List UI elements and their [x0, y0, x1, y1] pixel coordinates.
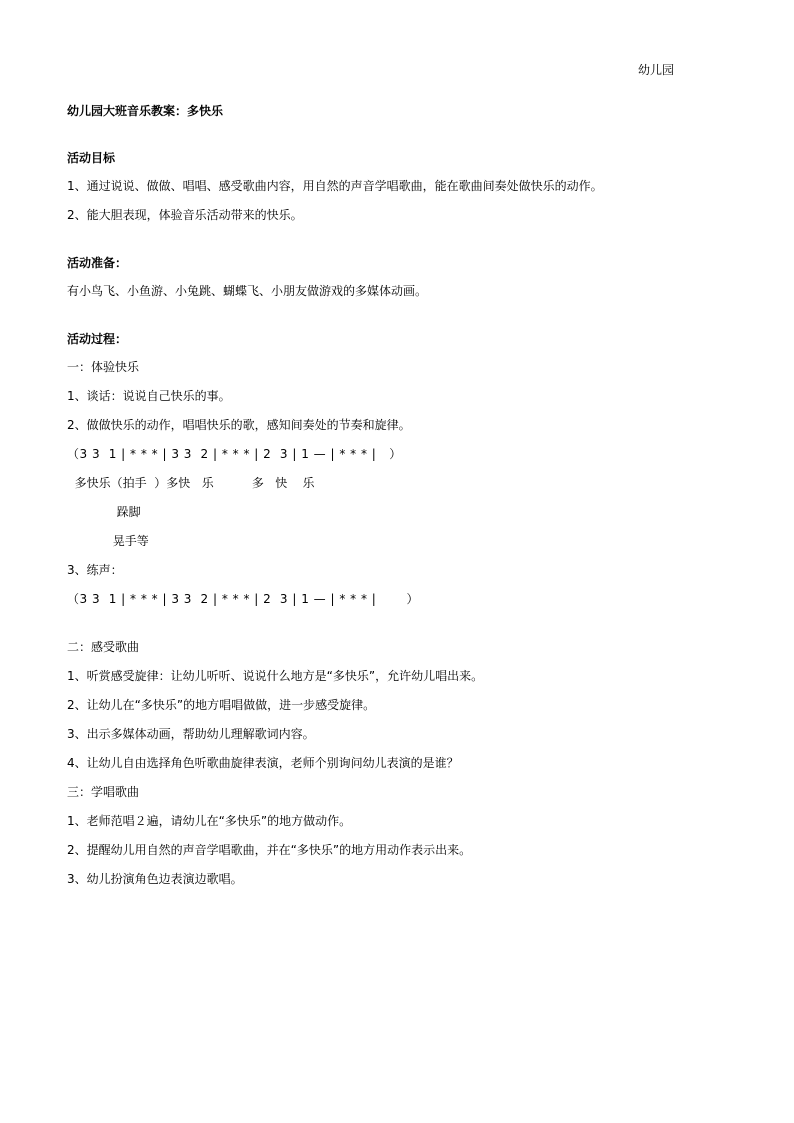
lyrics-line: 多快乐（拍手 ）多快 乐 多 快 乐 [67, 476, 315, 490]
part1-title: 一：体验快乐 [67, 360, 140, 374]
goals-heading: 活动目标 [67, 151, 116, 165]
lyrics-line: 晃手等 [67, 534, 149, 548]
process-item: 3、出示多媒体动画，帮助幼儿理解歌词内容。 [67, 727, 315, 741]
spacer [67, 311, 727, 330]
process-item: 2、做做快乐的动作，唱唱快乐的歌，感知间奏处的节奏和旋律。 [67, 418, 411, 432]
goal-item: 1、通过说说、做做、唱唱、感受歌曲内容，用自然的声音学唱歌曲，能在歌曲间奏处做快乐的动作。 [67, 179, 603, 193]
process-item: 2、让幼儿在“多快乐”的地方唱唱做做，进一步感受旋律。 [67, 698, 376, 712]
preparation-text: 有小鸟飞、小鱼游、小兔跳、蝴蝶飞、小朋友做游戏的多媒体动画。 [67, 284, 428, 298]
process-item: 3、幼儿扮演角色边表演边歌唱。 [67, 872, 243, 886]
process-heading: 活动过程： [67, 332, 128, 346]
spacer [67, 619, 727, 638]
document-body [67, 102, 727, 899]
music-notation: （3 3 1 | * * * | 3 3 2 | * * * | 2 3 | 1 — | * * * | ） [67, 447, 402, 461]
process-item: 3、练声： [67, 563, 123, 577]
music-notation: （3 3 1 | * * * | 3 3 2 | * * * | 2 3 | 1 — | * * * | ） [67, 592, 420, 606]
document-title: 幼儿园大班音乐教案：多快乐 [67, 104, 224, 118]
preparation-heading: 活动准备： [67, 256, 128, 270]
lyrics-line: 跺脚 [67, 505, 141, 519]
process-item: 1、谈话：说说自己快乐的事。 [67, 389, 231, 403]
part3-title: 三：学唱歌曲 [67, 785, 140, 799]
goal-item: 2、能大胆表现，体验音乐活动带来的快乐。 [67, 208, 303, 222]
process-item: 2、提醒幼儿用自然的声音学唱歌曲，并在“多快乐”的地方用动作表示出来。 [67, 843, 472, 857]
page-header: 幼儿园 [637, 63, 674, 77]
spacer [67, 235, 727, 254]
process-item: 4、让幼儿自由选择角色听歌曲旋律表演，老师个别询问幼儿表演的是谁？ [67, 756, 459, 770]
process-item: 1、听赏感受旋律：让幼儿听听、说说什么地方是“多快乐”，允许幼儿唱出来。 [67, 669, 484, 683]
part2-title: 二：感受歌曲 [67, 640, 140, 654]
process-item: 1、老师范唱２遍，请幼儿在“多快乐”的地方做动作。 [67, 814, 352, 828]
